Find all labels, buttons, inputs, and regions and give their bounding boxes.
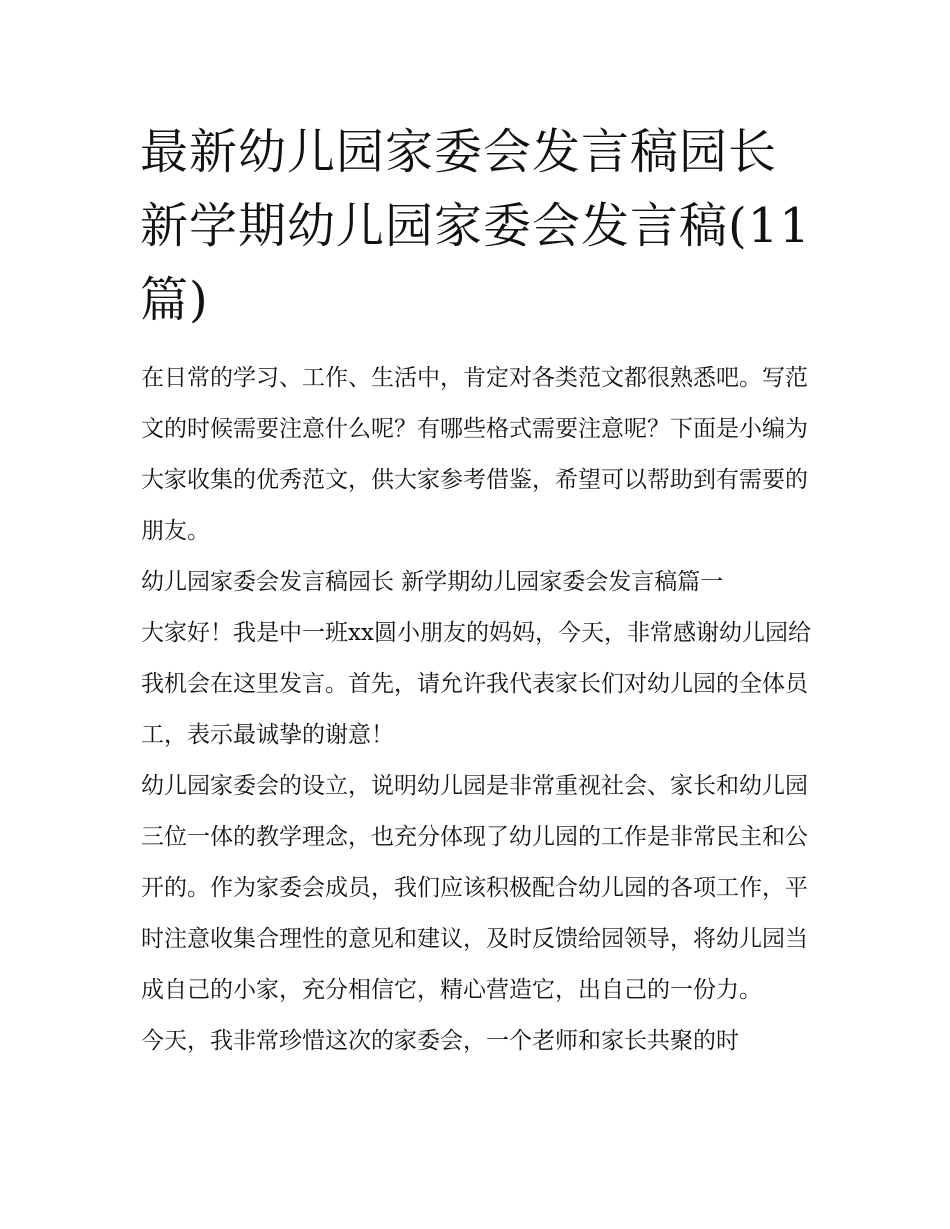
title-line-2: 新学期幼儿园家委会发言稿(11 <box>140 198 811 254</box>
body-paragraph: 大家好！我是中一班xx圆小朋友的妈妈，今天，非常感谢幼儿园给我机会在这里发言。首先，请允许我代表家长们对幼儿园的全体员工，表示最诚挚的谢意！ <box>141 620 811 748</box>
document-title <box>140 115 820 337</box>
title-line-3: 篇) <box>140 272 209 328</box>
body-paragraph: 幼儿园家委会的设立，说明幼儿园是非常重视社会、家长和幼儿园三位一体的教学理念，也充分体现了幼儿园的工作是非常民主和公开的。作为家委会成员，我们应该积极配合幼儿园的各项工作，平时注意收集合理性的意见和建议，及时反馈给园领导，将幼儿园当成自己的小家，充分相信它，精心营造它，出自己的一份力。 <box>141 773 808 1003</box>
title-line-1: 最新幼儿园家委会发言稿园长 <box>140 124 778 180</box>
intro-paragraph: 在日常的学习、工作、生活中，肯定对各类范文都很熟悉吧。写范文的时候需要注意什么呢？有哪些格式需要注意呢？下面是小编为大家收集的优秀范文，供大家参考借鉴，希望可以帮助到有需要的朋友。 <box>141 365 808 544</box>
document-body <box>141 353 816 1067</box>
body-paragraph: 今天，我非常珍惜这次的家委会，一个老师和家长共聚的时 <box>141 1028 739 1054</box>
section-heading: 幼儿园家委会发言稿园长 新学期幼儿园家委会发言稿篇一 <box>141 569 724 595</box>
